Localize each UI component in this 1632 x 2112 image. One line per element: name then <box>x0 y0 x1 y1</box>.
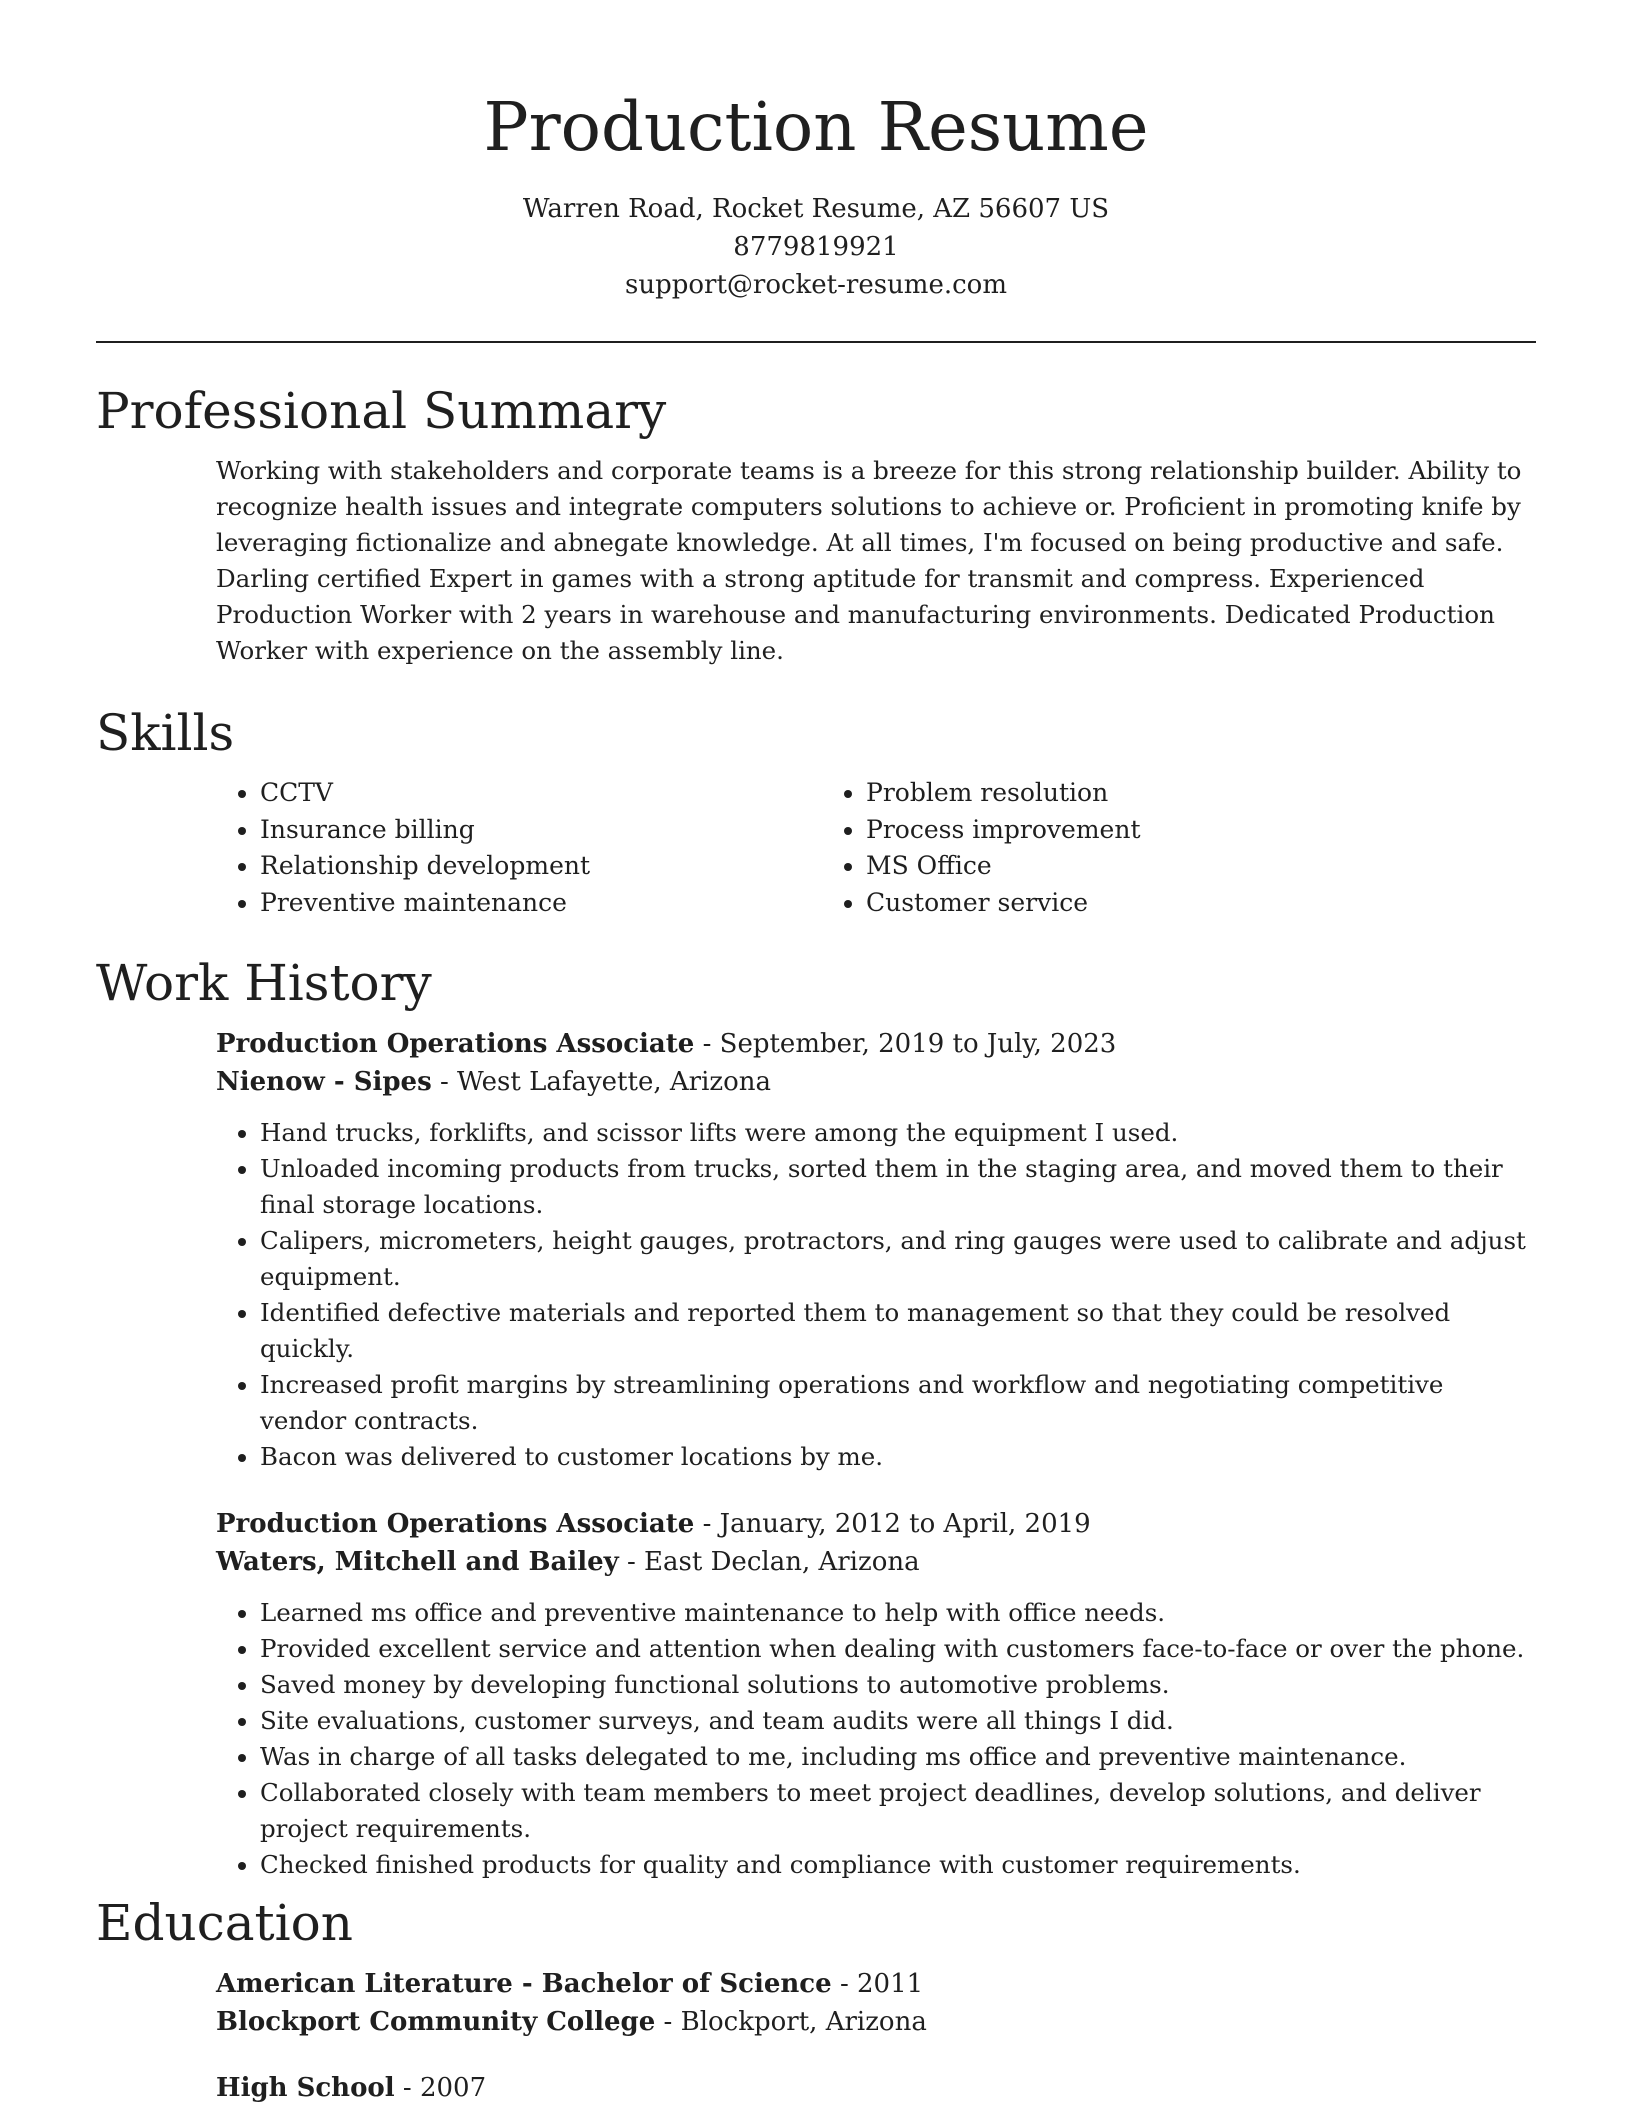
job-bullet: • Bacon was delivered to customer locations by me. <box>260 1439 1536 1475</box>
skill-item: • Process improvement <box>866 812 1428 849</box>
job-company: Waters, Mitchell and Bailey <box>216 1547 619 1577</box>
job-company-line <box>216 1063 1536 1101</box>
job-bullets <box>216 1595 1536 1883</box>
skill-item: • Problem resolution <box>866 775 1428 812</box>
summary-section <box>96 381 1536 669</box>
job-dates: - January, 2012 to April, 2019 <box>694 1509 1091 1539</box>
education-entry <box>216 1965 1536 2041</box>
education-degree-line <box>216 2069 1536 2107</box>
skill-item: • Customer service <box>866 885 1428 922</box>
phone: 8779819921 <box>733 232 899 262</box>
job-company-line <box>216 1543 1536 1581</box>
skills-section <box>96 703 1536 921</box>
job-company: Nienow - Sipes <box>216 1067 432 1097</box>
job-bullet: • Site evaluations, customer surveys, and team audits were all things I did. <box>260 1703 1536 1739</box>
education-degree: High School <box>216 2073 395 2103</box>
job-bullet: • Collaborated closely with team members to meet project deadlines, develop solutions, and deliver project requirements. <box>260 1775 1536 1847</box>
education-degree-line <box>216 1965 1536 2003</box>
job-bullets <box>216 1115 1536 1475</box>
job-bullet: • Learned ms office and preventive maintenance to help with office needs. <box>260 1595 1536 1631</box>
job-bullet: • Identified defective materials and reported them to management so that they could be resolved quickly. <box>260 1295 1536 1367</box>
job-location: - East Declan, Arizona <box>618 1547 920 1577</box>
job-title-line <box>216 1505 1536 1543</box>
job-entry <box>216 1025 1536 1475</box>
summary-text: Working with stakeholders and corporate teams is a breeze for this strong relationship builder. Ability to recognize health issues and integrate computers solutions to achieve or. Proficient in promoting knife by leveraging fictionalize and abnegate knowledge. At all times, I'm focused on being productive and safe. Darling certified Expert in games with a strong aptitude for transmit and compress. Experienced Production Worker with 2 years in warehouse and manufacturing environments. Dedicated Production Worker with experience on the assembly line. <box>216 456 1522 665</box>
job-bullet: • Hand trucks, forklifts, and scissor lifts were among the equipment I used. <box>260 1115 1536 1151</box>
skill-item: • Insurance billing <box>260 812 822 849</box>
header-divider <box>96 341 1536 343</box>
education-school-line <box>216 2003 1536 2041</box>
skills-list-left <box>216 775 822 921</box>
job-bullet: • Saved money by developing functional solutions to automotive problems. <box>260 1667 1536 1703</box>
job-bullet: • Was in charge of all tasks delegated to me, including ms office and preventive maintenance. <box>260 1739 1536 1775</box>
section-title-summary: Professional Summary <box>96 382 667 440</box>
education-school: Blockport Community College <box>216 2007 656 2037</box>
skill-item: • CCTV <box>260 775 822 812</box>
education-year: - 2011 <box>831 1969 924 1999</box>
job-role: Production Operations Associate <box>216 1509 695 1539</box>
education-degree: American Literature - Bachelor of Science <box>216 1969 832 1999</box>
job-bullet: • Unloaded incoming products from trucks, sorted them in the staging area, and moved them to their final storage locations. <box>260 1151 1536 1223</box>
section-title-education: Education <box>96 1894 353 1952</box>
education-location: - Blockport, Arizona <box>655 2007 927 2037</box>
job-location: - West Lafayette, Arizona <box>431 1067 771 1097</box>
work-history-section <box>96 953 1536 1883</box>
education-entry <box>216 2069 1536 2107</box>
resume-title: Production Resume <box>483 88 1149 166</box>
email: support@rocket-resume.com <box>624 270 1007 300</box>
job-title-line <box>216 1025 1536 1063</box>
education-year: - 2007 <box>394 2073 487 2103</box>
skill-item: • MS Office <box>866 848 1428 885</box>
contact-block <box>0 190 1632 304</box>
job-bullet: • Calipers, micrometers, height gauges, protractors, and ring gauges were used to calibrate and adjust equipment. <box>260 1223 1536 1295</box>
job-entry <box>216 1505 1536 1883</box>
skill-item: • Relationship development <box>260 848 822 885</box>
skill-item: • Preventive maintenance <box>260 885 822 922</box>
address: Warren Road, Rocket Resume, AZ 56607 US <box>522 194 1110 224</box>
skills-columns <box>216 775 1536 921</box>
skills-list-right <box>822 775 1428 921</box>
section-title-skills: Skills <box>96 704 235 762</box>
resume-header <box>0 0 1632 304</box>
job-role: Production Operations Associate <box>216 1029 695 1059</box>
job-bullet: • Checked finished products for quality and compliance with customer requirements. <box>260 1847 1536 1883</box>
section-title-work-history: Work History <box>96 954 432 1012</box>
job-bullet: • Provided excellent service and attention when dealing with customers face-to-face or over the phone. <box>260 1631 1536 1667</box>
job-dates: - September, 2019 to July, 2023 <box>694 1029 1117 1059</box>
job-bullet: • Increased profit margins by streamlining operations and workflow and negotiating competitive vendor contracts. <box>260 1367 1536 1439</box>
education-section <box>96 1893 1536 2107</box>
